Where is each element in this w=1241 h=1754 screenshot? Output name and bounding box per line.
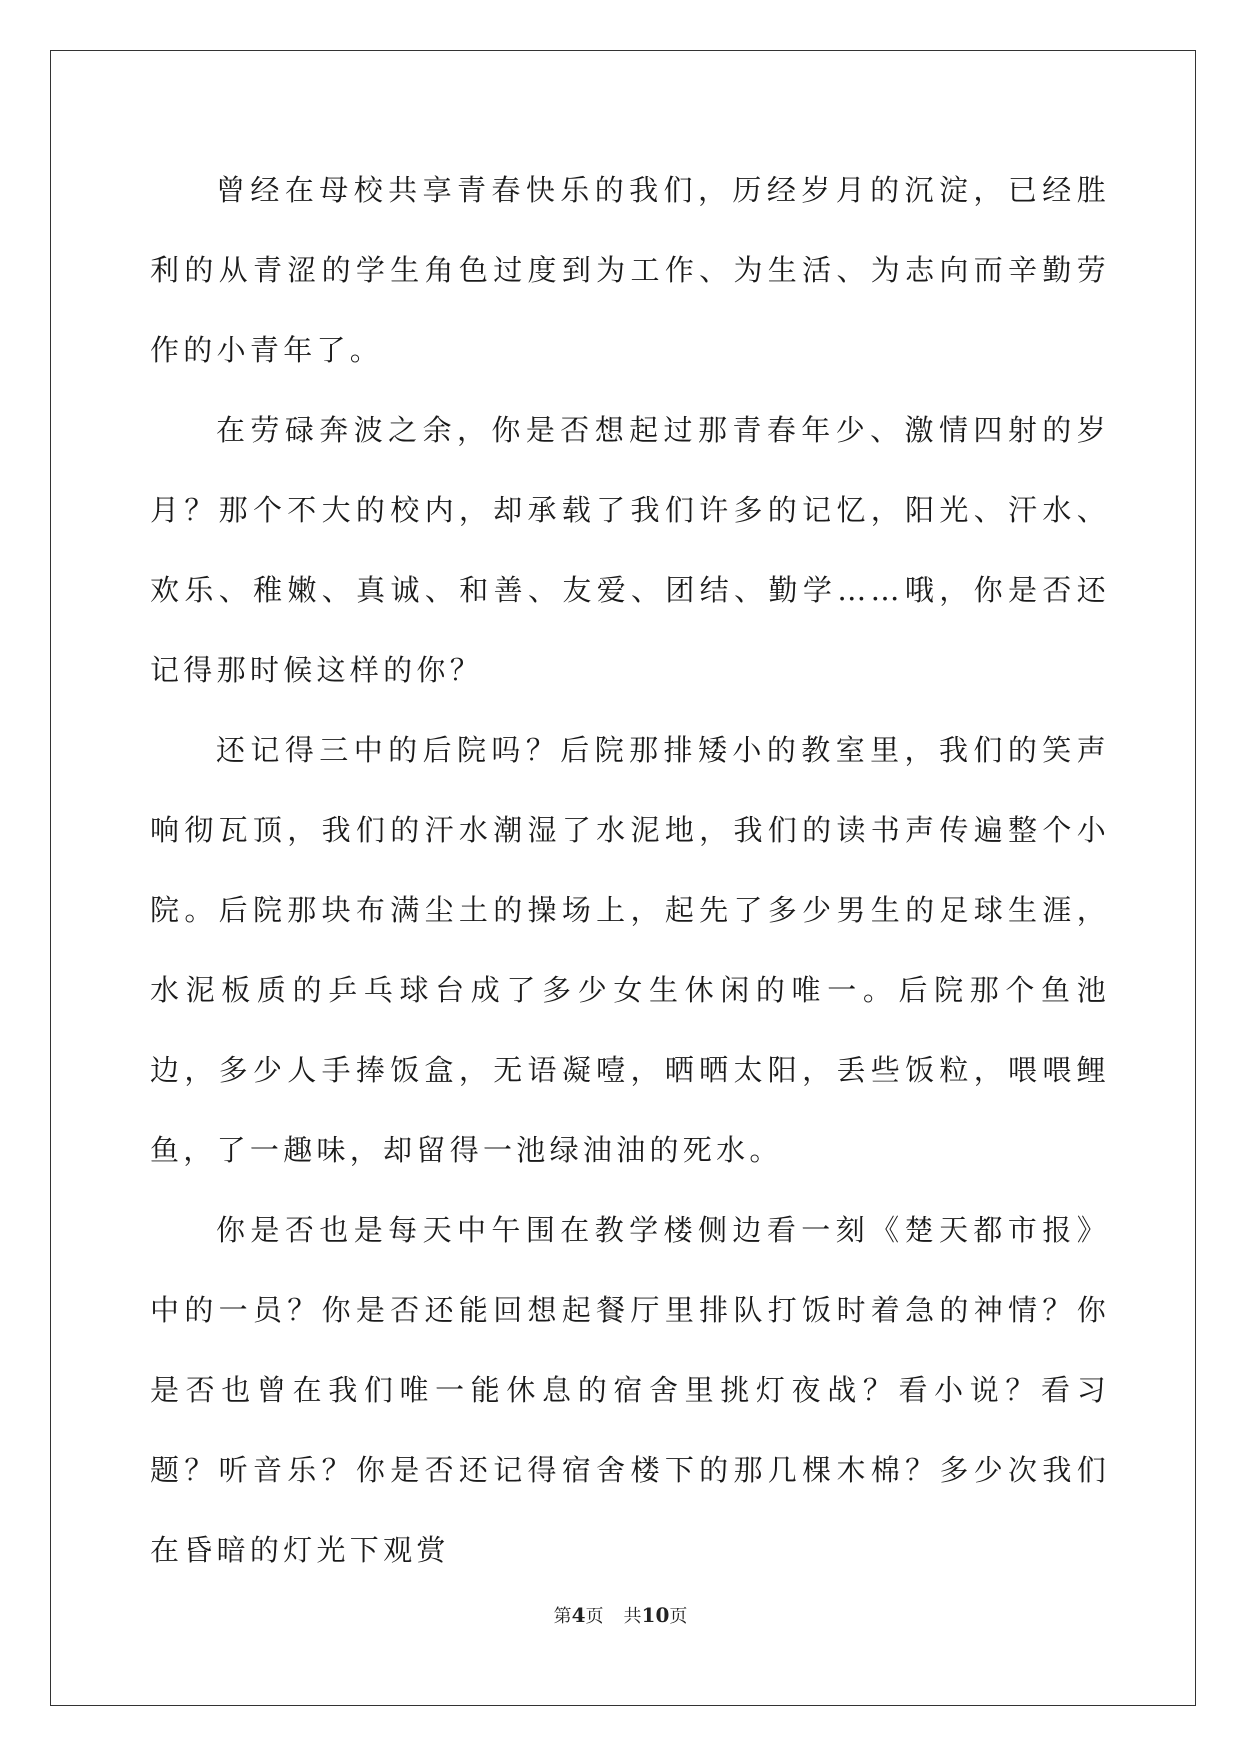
paragraph: 在劳碌奔波之余，你是否想起过那青春年少、激情四射的岁月？那个不大的校内，却承载了我们许多的记忆，阳光、汗水、欢乐、稚嫩、真诚、和善、友爱、团结、勤学……哦，你是否还记得那时候这样的你？ [150, 413, 1110, 687]
paragraph: 曾经在母校共享青春快乐的我们，历经岁月的沉淀，已经胜利的从青涩的学生角色过度到为工作、为生活、为志向而辛勤劳作的小青年了。 [150, 173, 1110, 367]
paragraph: 还记得三中的后院吗？后院那排矮小的教室里，我们的笑声响彻瓦顶，我们的汗水潮湿了水泥地，我们的读书声传遍整个小院。后院那块布满尘土的操场上，起先了多少男生的足球生涯，水泥板质的乒乓球台成了多少女生休闲的唯一。后院那个鱼池边，多少人手捧饭盒，无语凝噎，晒晒太阳，丢些饭粒，喂喂鲤鱼，了一趣味，却留得一池绿油油的死水。 [150, 733, 1110, 1167]
page-number: 第4页 [553, 1603, 604, 1627]
page-footer [0, 1603, 1241, 1629]
paragraph: 你是否也是每天中午围在教学楼侧边看一刻《楚天都市报》中的一员？你是否还能回想起餐厅里排队打饭时着急的神情？你是否也曾在我们唯一能休息的宿舍里挑灯夜战？看小说？看习题？听音乐？你是否还记得宿舍楼下的那几棵木棉？多少次我们在昏暗的灯光下观赏 [150, 1213, 1110, 1567]
page-total: 共10页 [623, 1603, 688, 1627]
document-body [150, 150, 1110, 1590]
